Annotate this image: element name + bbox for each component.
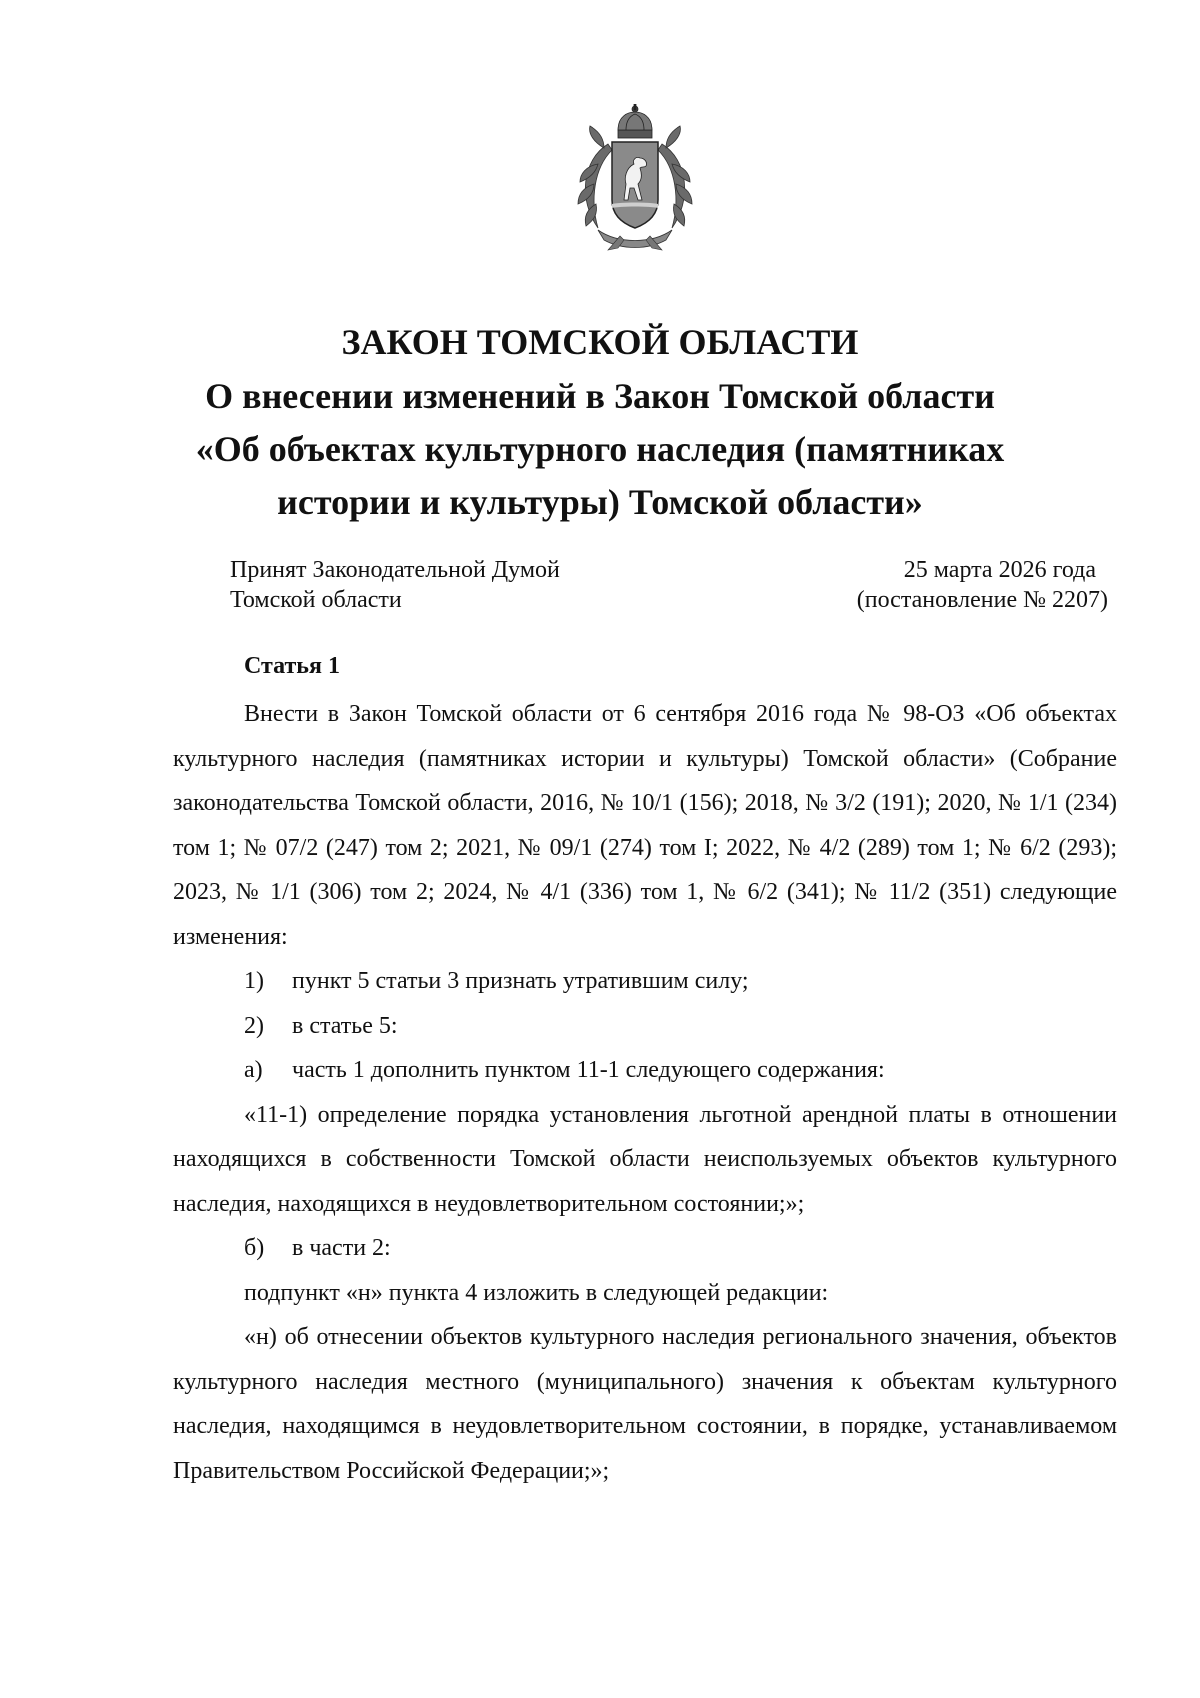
- list-item-text: часть 1 дополнить пунктом 11-1 следующего содержания:: [292, 1057, 885, 1083]
- law-title: ЗАКОН ТОМСКОЙ ОБЛАСТИ: [341, 322, 859, 362]
- list-item-a: [173, 1048, 1117, 1093]
- list-item-number: б): [244, 1235, 265, 1261]
- law-subtitle-line-2: «Об объектах культурного наследия (памятниках: [195, 429, 1005, 469]
- list-item-text: в части 2:: [292, 1235, 391, 1261]
- quoted-point-11-1: «11-1) определение порядка установления льготной арендной платы в отношении находящихся в собственности Томской области неиспользуемых объектов культурного наследия, находящихся в неудовлетворительном состоянии;»;: [173, 1101, 1117, 1217]
- list-item-number: а): [244, 1057, 263, 1083]
- list-item-1: [173, 959, 1117, 1004]
- adopting-body-line-1: Принят Законодательной Думой: [230, 557, 560, 583]
- law-subtitle-line-3: истории и культуры) Томской области»: [277, 482, 923, 522]
- quoted-subpoint-n: «н) об отнесении объектов культурного наследия регионального значения, объектов культурного наследия местного (муниципального) значения к объектам культурного наследия, находящимся в неудовлетворительном состоянии, в порядке, устанавливаемом Правительством Российской Федерации;»;: [173, 1324, 1117, 1484]
- list-item-b: [173, 1226, 1117, 1271]
- article-intro-paragraph: Внести в Закон Томской области от 6 сентября 2016 года № 98-ОЗ «Об объектах культурного наследия (памятниках истории и культуры) Томской области» (Собрание законодательства Томской области, 2016, № 10/1 (156); 2018, № 3/2 (191); 2020, № 1/1 (234) том 1; № 07/2 (247) том 2; 2021, № 09/1 (274) том I; 2022, № 4/2 (289) том 1; № 6/2 (293); 2023, № 1/1 (306) том 2; 2024, № 4/1 (336) том 1, № 6/2 (341); № 11/2 (351) следующие изменения:: [173, 701, 1117, 950]
- coat-of-arms-icon: [568, 104, 702, 252]
- resolution-number: (постановление № 2207): [856, 587, 1108, 613]
- list-item-number: 1): [244, 968, 264, 994]
- article-body: [173, 692, 1117, 1493]
- list-item-number: 2): [244, 1012, 264, 1039]
- subpoint-n-intro: подпункт «н» пункта 4 изложить в следующей редакции:: [244, 1279, 829, 1306]
- adoption-date: 25 марта 2026 года: [903, 557, 1096, 583]
- law-subtitle-line-1: О внесении изменений в Закон Томской области: [205, 376, 995, 416]
- list-item-2: [173, 1004, 1117, 1049]
- article-heading: Статья 1: [244, 653, 340, 679]
- list-item-text: пункт 5 статьи 3 признать утратившим силу;: [292, 968, 749, 994]
- list-item-text: в статье 5:: [292, 1012, 398, 1039]
- adopting-body-line-2: Томской области: [230, 587, 402, 613]
